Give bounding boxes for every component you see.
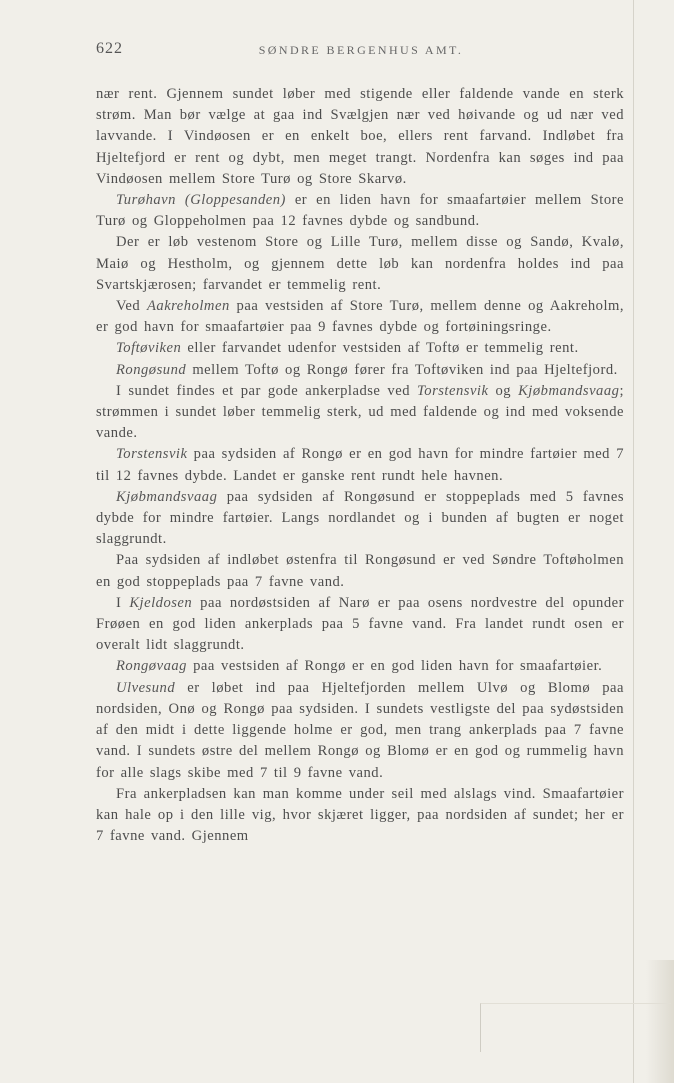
place-name: Rongøsund	[116, 361, 187, 378]
paragraph	[96, 444, 624, 486]
text-run: Fra ankerpladsen kan man komme under seil med alslags vind. Smaafartøier kan hale op i den lille vig, hvor skjæret ligger, paa nordsiden af sundet; her er 7 favne vand. Gjennem	[96, 785, 624, 845]
paragraph	[96, 381, 624, 445]
text-run: Ved	[116, 298, 147, 315]
place-name: Rongøvaag	[116, 658, 187, 675]
text-run: eller farvandet udenfor vestsiden af Toftø er temmelig rent.	[181, 340, 579, 357]
text-run: er løbet ind paa Hjeltefjorden mellem Ulvø og Blomø paa nordsiden, Onø og Rongø paa sydsiden. I sundets vestligste del paa sydøstsiden af den midt i dette liggende holme er god, men trang ankerplads paa 7 favne vand. I sundets østre del mellem Rongø og Blomø er en god og rummelig havn for alle slags skibe med 7 til 9 favne vand.	[96, 679, 624, 781]
place-name: Toftøviken	[116, 340, 182, 357]
scan-frame-mark	[480, 1003, 671, 1052]
body-text	[96, 84, 624, 847]
text-run: Der er løb vestenom Store og Lille Turø, mellem disse og Sandø, Kvalø, Maiø og Hestholm, og gjennem dette løb kan nordenfra holdes ind paa Svartskjærosen; farvandet er temmelig rent.	[96, 234, 624, 293]
text-run: paa vestsiden af Store Turø, mellem denne og Aakreholm, er god havn for smaafartøier paa 9 favnes dybde og fortøiningsringe.	[96, 298, 624, 336]
page-number: 622	[96, 40, 123, 57]
place-name: Aakreholmen	[146, 298, 230, 315]
place-name: Kjøbmandsvaag	[116, 488, 218, 505]
paragraph	[96, 296, 624, 338]
text-run: er en liden havn for smaafartøier mellem Store Turø og Gloppeholmen paa 12 favnes dybde og sandbund.	[96, 192, 624, 230]
text-run: paa sydsiden af Rongøsund er stoppeplads med 5 favnes dybde for mindre fartøier. Langs nordlandet og i bunden af bugten er noget slaggrundt.	[96, 488, 624, 548]
place-name: Ulvesund	[116, 679, 176, 696]
place-name: Torstensvik	[116, 446, 188, 463]
text-run: paa vestsiden af Rongø er en god liden havn for smaafartøier.	[186, 658, 603, 675]
text-run: I	[116, 594, 130, 611]
place-name: Kjøbmandsvaag	[518, 382, 620, 399]
paragraph	[96, 550, 624, 592]
running-head: SØNDRE BERGENHUS AMT.	[258, 43, 464, 57]
paragraph	[96, 338, 624, 359]
paragraph	[96, 84, 624, 190]
place-name: Turøhavn (Gloppesanden)	[116, 192, 286, 209]
paragraph	[96, 678, 624, 784]
place-name: Kjeldosen	[129, 594, 193, 611]
paragraph	[96, 232, 624, 296]
text-run: paa sydsiden af Rongø er en god havn for mindre fartøier med 7 til 12 favnes dybde. Landet er ganske rent rundt hele havnen.	[96, 446, 624, 484]
place-name: Torstensvik	[417, 382, 489, 399]
paragraph	[96, 593, 624, 657]
text-run: paa nordøstsiden af Narø er paa osens nordvestre del opunder Frøøen en god liden ankerplads paa 5 favne vand. Fra landet rundt osen er overalt lidt slaggrundt.	[96, 594, 624, 654]
paragraph	[96, 784, 624, 848]
paragraph	[96, 360, 624, 381]
text-run: I sundet findes et par gode ankerpladse ved	[116, 382, 417, 399]
paragraph	[96, 487, 624, 551]
page-edge-line	[633, 0, 634, 1083]
page-header	[96, 40, 626, 64]
text-run: mellem Toftø og Rongø fører fra Toftøviken ind paa Hjeltefjord.	[186, 361, 618, 378]
text-run: Paa sydsiden af indløbet østenfra til Rongøsund er ved Søndre Toftøholmen en god stoppeplads paa 7 favne vand.	[96, 552, 624, 590]
text-run: nær rent. Gjennem sundet løber med stigende eller faldende vande en sterk strøm. Man bør vælge at gaa ind Svælgjen nær ved høivande og ud nær ved lavvande. I Vindøosen er en enkelt boe, ellers rent farvand. Indløbet fra Hjeltefjord er rent og dybt, men meget trangt. Nordenfra kan søges ind paa Vindøosen mellem Store Turø og Store Skarvø.	[96, 86, 624, 187]
text-run: og	[488, 382, 519, 399]
paragraph	[96, 190, 624, 232]
text-run: ; strømmen i sundet løber temmelig sterk, ud med faldende og ind med voksende vande.	[96, 382, 624, 442]
paragraph	[96, 656, 624, 677]
